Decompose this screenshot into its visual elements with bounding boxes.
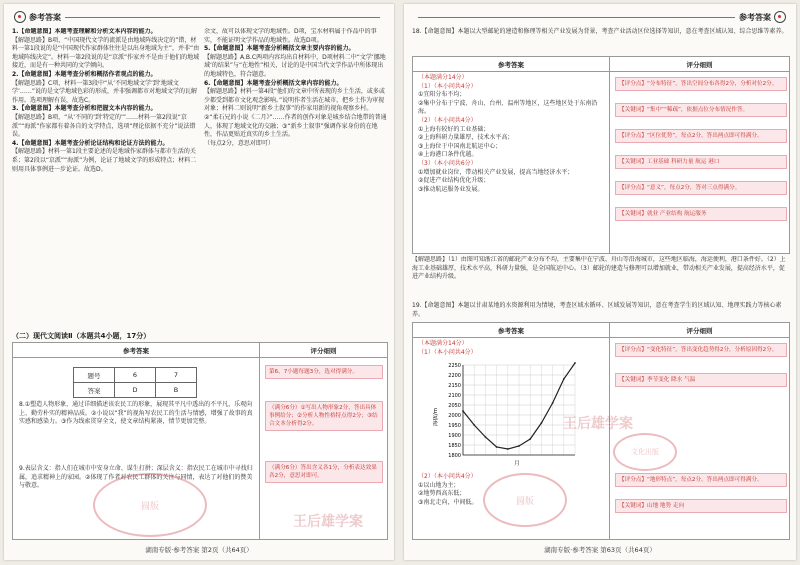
- data-point: [485, 436, 487, 438]
- answer-heading: 参考答案: [13, 343, 260, 357]
- rubric-note: 【评分点】“意义”，每点2分，答对三点得满分。: [615, 181, 787, 195]
- box-head: [413, 57, 789, 72]
- y-tick-label: 1900: [448, 432, 461, 439]
- y-tick-label: 2200: [448, 372, 461, 379]
- rubric-note: 【关键词】季节变化 降水 气温: [615, 373, 787, 387]
- answer-line: （本题满分14分）: [418, 74, 468, 81]
- answer-line: ①以山地为主；: [418, 481, 460, 489]
- data-point: [541, 422, 543, 424]
- answer-line: （3）（本小问共6分）: [418, 159, 477, 167]
- y-tick-label: 1850: [448, 442, 461, 449]
- rubric-note: 【评分点】“分布特征”，答出空间分布各得2分，分析对位2分。: [615, 77, 787, 91]
- chart-grid: [463, 365, 575, 455]
- answer-rubric-box: [12, 342, 388, 540]
- y-tick-label: 2050: [448, 402, 461, 409]
- logo-icon: [774, 11, 786, 23]
- circular-stamp: 圆版: [93, 473, 207, 537]
- q18-analysis: 【解题思路】（1）由图可知浙江省的邮轮产业分布不均，主要集中在宁波、舟山等沿海城市，这些地区临海，海运便利，港口条件好。（2）上海工业基础雄厚，技术水平高，科研力量强，是全国航运中心。（3）邮轮的建造与修理可以增加就业，带动相关产业发展，提高经济水平，促进产业结构升级。: [412, 256, 786, 281]
- rubric-note: 【关键词】就业 产业结构 航运服务: [615, 207, 787, 221]
- answer-line: ③推动航运服务业发展。: [418, 185, 484, 193]
- left-column-1: [12, 28, 200, 328]
- explanation-para: 【解题思路】B项，“从‘不同的’到‘特定的’”……材料一第2段说“京派”“海派”作家都有着各自的文学特点，选项“理论依据不充分”说法错误。: [12, 113, 196, 139]
- data-point: [473, 424, 475, 426]
- answer-line: ①增加就业岗位，带动相关产业发展，提高当地经济水平；: [418, 168, 574, 176]
- logo-icon: [14, 11, 26, 23]
- answer-line: ②上海科研力量雄厚，技术水平高；: [418, 134, 514, 142]
- right-header: [414, 10, 786, 24]
- answer-line: ③南北走向，中间低。: [418, 498, 478, 506]
- rubric-heading: 评分细则: [686, 326, 713, 335]
- circular-stamp: 圆版: [483, 473, 567, 527]
- explanation-para: 【解题思路】B项，“中国现代文学的流派是由地域阵线决定的”错，材料一第1段说的是“中国现代作家群体往往是以出身地域为主”，并非“由地域阵线决定”。材料一第2段说的是“京派”作家并不是由于他们的地域接近，而是有一种共同的文学倾向。: [12, 36, 200, 70]
- answer-8: 8.①塑造人物形象，通过详细描述该农民工的形象，展现其平凡中透出的不平凡，乐观向上、勤劳朴实的精神品质。②小说以“我”的视角写农民工的生活与情感，增强了故事的真实感和感染力。③作为线索贯穿全文，使文章结构紧凑，情节更加完整。: [19, 401, 253, 426]
- explanation-para: 3.【命题意图】本题考查分析和把握文本内容的能力。: [12, 105, 157, 113]
- table-cell: 7: [156, 368, 197, 383]
- table-cell: 题号: [74, 368, 115, 383]
- q19-answers-top: [418, 340, 606, 357]
- chart-y-label: 海拔/m: [433, 407, 439, 427]
- rubric-note: 【关键词】工业基础 科研力量 航运 港口: [615, 155, 787, 169]
- watermark: 王后雄学案: [563, 416, 633, 432]
- data-point: [496, 446, 498, 448]
- data-point: [518, 445, 520, 447]
- data-point: [507, 448, 509, 450]
- y-tick-label: 1950: [448, 422, 461, 429]
- q18-answers: [418, 74, 606, 194]
- answer-line: （2）（本小问共4分）: [418, 116, 477, 124]
- left-page: [4, 4, 394, 560]
- answer-heading: 参考答案: [413, 323, 610, 337]
- right-page: [404, 4, 796, 560]
- explanation-para: 6.【命题意图】本题考查分析概括文章内容的能力。: [204, 79, 343, 87]
- rubric-note: 【关键词】“集中”“稀疏”，依据点位分布情况作答。: [615, 103, 787, 117]
- chart-y-ticks: [448, 363, 461, 459]
- answer-line: ①宜阳分布不均；: [418, 91, 466, 99]
- answer-line: （2）（本小问共4分）: [418, 473, 477, 480]
- q19-intent: 19.【命题意图】本题以甘肃某地的水资源利用为情境，考查区域水循环、区域发展等知识，意在考查学生的区域认知、地理实践力等核心素养。: [412, 302, 782, 318]
- data-point: [563, 378, 565, 380]
- answer-heading: 参考答案: [413, 57, 610, 71]
- answer-line: （1）（本小问共4分）: [418, 82, 477, 90]
- q18-intent: 18.【命题意图】本题以大型邮轮的建造和修理等相关产业发展为背景，考查产业活动区位选择等知识，意在考查区域认知、综合思维等素养。: [412, 28, 788, 35]
- watermark: 王后雄学案: [293, 514, 363, 530]
- rubric-heading: 评分细则: [310, 346, 337, 355]
- answer-9: 9.表层含义：指人们在城市中安身立命、谋生打拼；深层含义：指农民工在城市中寻找归属，追求精神上的家园。②体现了作者对农民工群体的关注与同情，表达了对他们的赞美与敬意。: [19, 465, 253, 490]
- explanation-para: 【解题思路】材料一第1段主要论述的是地域作家群体与都市生活的关系；第2段以“京派”“海派”为例，论证了地域文学的形成特点；材料二则用具体事例进一步论证。故选D。: [12, 148, 197, 173]
- answer-line: （1）（本小问共4分）: [418, 348, 477, 356]
- explanation-para: 4.【命题意图】本题考查分析论证结构和论证方法的能力。: [12, 139, 169, 147]
- rubric-note: 【评分点】“地形特点”，每点2分，答出两点即可得满分。: [615, 473, 787, 487]
- q19-box: [412, 322, 790, 540]
- data-point: [552, 402, 554, 404]
- left-header: [14, 10, 384, 24]
- table-cell: B: [156, 383, 197, 398]
- answer-line: ②促进产业结构优化升级；: [418, 177, 490, 185]
- y-tick-label: 2100: [448, 392, 461, 399]
- rubric-note: 【评分点】“变化特征”，答出变化趋势得2分，分析原因得2分。: [615, 343, 787, 357]
- rubric-note: 【评分点】“区位优势”，每点2分，答出两点即可得满分。: [615, 129, 787, 143]
- rubric-note: 【关键词】山地 地势 走向: [615, 499, 787, 513]
- table-cell: D: [115, 383, 156, 398]
- table-cell: 答案: [74, 383, 115, 398]
- answer-line: ②地势西高东低；: [418, 490, 466, 498]
- y-tick-label: 2000: [448, 412, 461, 419]
- answer-line: ③上海位于中国南北航运中心；: [418, 142, 502, 150]
- rubric-note: 第6、7小题每题3分，选对得满分。: [265, 365, 383, 379]
- rubric-note: （满分6分）①写出人物形象2分，答出具体事例给分；②分析人物性格特点得2分；③结合文本分析得2分。: [265, 401, 383, 431]
- section-title: （二）现代文阅读Ⅱ（本题共4小题，17分）: [12, 332, 151, 340]
- right-header-title: 参考答案: [739, 12, 771, 22]
- y-tick-label: 2250: [448, 362, 461, 369]
- explanation-para: 【解题思路】C项，材料一第3段中“从‘不同地域文学’到‘地域文学’……”说的是文学地域色彩的形成，并非强调都市对地域文学的瓦解作用。选项理解有误，故选C。: [12, 79, 198, 104]
- box-head: [13, 343, 387, 358]
- table-cell: 6: [115, 368, 156, 383]
- q18-box: [412, 56, 790, 254]
- right-footer: 湖南专版·参考答案 第63页（共64页）: [544, 546, 656, 554]
- data-point: [529, 438, 531, 440]
- explanation-para: ②“柔石兄的小说《二月》”……作者的创作对象是城乡结合地带的普通人，体现了地域文化的交融；③“新乡土叙事”强调作家身份的在地性，作品更贴近真实的乡土生活。: [204, 113, 387, 139]
- data-point: [574, 362, 576, 364]
- y-tick-label: 1800: [448, 452, 461, 459]
- explanation-para: （每点2分，意思对即可）: [204, 139, 274, 147]
- explanation-para: 【解题思路】材料一第4段“他们的文章中所表现的乡土生活，或多或少都受到都市文化观念影响。”说明作者生活在城市，把乡土作为审视对象；材料二则说明“新乡土叙事”的作家用新的视角观察乡村。: [204, 88, 385, 113]
- answer-table: [73, 367, 197, 398]
- box-head: [413, 323, 789, 338]
- left-header-title: 参考答案: [29, 12, 61, 22]
- answer-line: ④上海港口条件优越。: [418, 151, 478, 159]
- explanation-para: 余文，故可以体现文学的地域性。D项，宝水材料属于作品中的事实，不能证明文学作品的地域性。故选D项。: [204, 28, 377, 44]
- explanation-para: 5.【命题意图】本题考查分析概括文章主要内容的能力。: [204, 45, 355, 53]
- elevation-chart: [433, 359, 583, 467]
- y-tick-label: 2150: [448, 382, 461, 389]
- data-point: [462, 410, 464, 412]
- rubric-note: （满分6分）答出含义各1分，分析表达效果各2分，意思对即可。: [265, 461, 383, 483]
- explanation-para: 1.【命题意图】本题考查理解和分析文本内容的能力。: [12, 28, 157, 35]
- left-footer: 湖南专版·参考答案 第2页（共64页）: [145, 546, 253, 554]
- explanation-para: 【解题思路】A.B.C两项内容均出自材料中，D项材料二中“文学‘挪地域’的结果”与“在地性”相关，讨论的是中国当代文学作品中所体现出的地域特色，符合题意。: [204, 53, 386, 78]
- answer-line: （本题满分14分）: [418, 340, 468, 347]
- chart-x-label: 月: [514, 461, 520, 467]
- rubric-heading: 评分细则: [686, 60, 713, 69]
- answer-line: ②集中分布于宁波、舟山、台州、温州等地区，这些地区处于东南沿海。: [418, 99, 598, 116]
- explanation-para: 2.【命题意图】本题考查分析和概括作者观点的能力。: [12, 70, 157, 78]
- circular-stamp: 文化出版: [613, 433, 677, 471]
- left-column-2: [204, 28, 388, 328]
- answer-line: ①上海有较好的工业基础；: [418, 125, 490, 133]
